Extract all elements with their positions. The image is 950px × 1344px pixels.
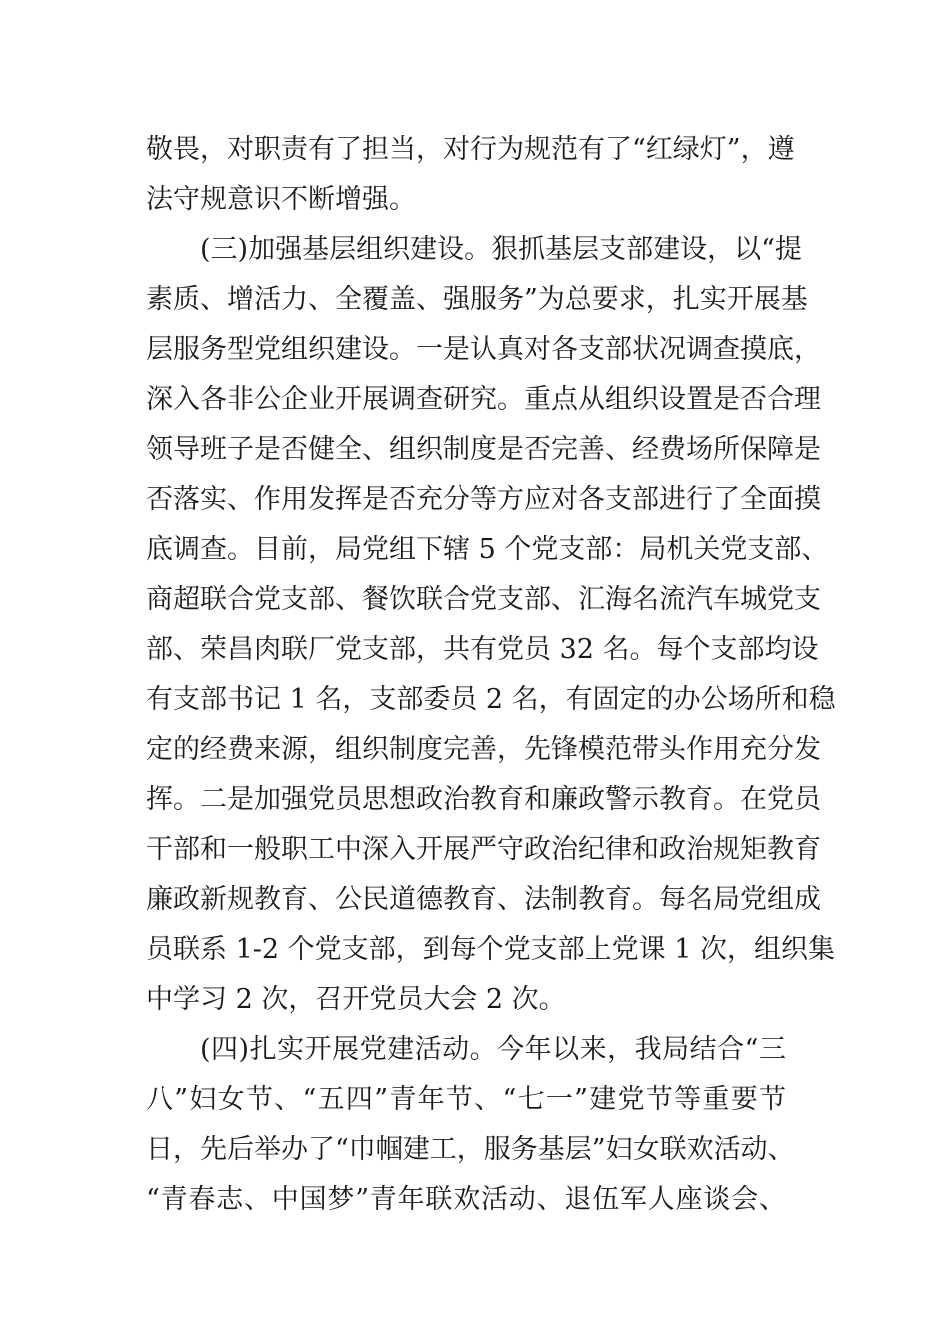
paragraph-line: 员联系 1-2 个党支部，到每个党支部上党课 1 次，组织集: [146, 934, 835, 965]
paragraph-line: 有支部书记 1 名，支部委员 2 名，有固定的办公场所和稳: [146, 684, 836, 715]
paragraph-line: 挥。二是加强党员思想政治教育和廉政警示教育。在党员: [146, 784, 821, 815]
paragraph-line: 层服务型党组织建设。一是认真对各支部状况调查摸底，: [146, 334, 821, 365]
paragraph-line: 定的经费来源，组织制度完善，先锋模范带头作用充分发: [146, 734, 821, 765]
paragraph-line: 素质、增活力、全覆盖、强服务”为总要求，扎实开展基: [146, 284, 808, 315]
section-heading-line: (三)加强基层组织建设。狠抓基层支部建设，以“提: [200, 234, 802, 265]
paragraph-line: 廉政新规教育、公民道德教育、法制教育。每名局党组成: [146, 884, 821, 915]
paragraph-line: 日，先后举办了“巾帼建工，服务基层”妇女联欢活动、: [146, 1134, 795, 1165]
paragraph-line: 敬畏，对职责有了担当，对行为规范有了“红绿灯”，遵: [146, 134, 795, 165]
paragraph-line: 领导班子是否健全、组织制度是否完善、经费场所保障是: [146, 434, 821, 465]
paragraph-line: 深入各非公企业开展调查研究。重点从组织设置是否合理: [146, 384, 821, 415]
paragraph-line: 中学习 2 次，召开党员大会 2 次。: [146, 984, 566, 1015]
paragraph-line: 否落实、作用发挥是否充分等方应对各支部进行了全面摸: [146, 484, 821, 515]
paragraph-line: 部、荣昌肉联厂党支部，共有党员 32 名。每个支部均设: [146, 634, 819, 665]
document-body: [146, 125, 836, 1225]
paragraph-line: 干部和一般职工中深入开展严守政治纪律和政治规矩教育: [146, 834, 821, 865]
paragraph-line: 法守规意识不断增强。: [146, 184, 416, 215]
paragraph-line: 底调查。目前，局党组下辖 5 个党支部：局机关党支部、: [146, 534, 829, 565]
paragraph-line: 八”妇女节、“五四”青年节、“七一”建党节等重要节: [146, 1084, 786, 1115]
section-heading-line: (四)扎实开展党建活动。今年以来，我局结合“三: [200, 1034, 786, 1065]
paragraph-line: 商超联合党支部、餐饮联合党支部、汇海名流汽车城党支: [146, 584, 821, 615]
paragraph-line: “青春志、中国梦”青年联欢活动、退伍军人座谈会、: [146, 1184, 786, 1215]
